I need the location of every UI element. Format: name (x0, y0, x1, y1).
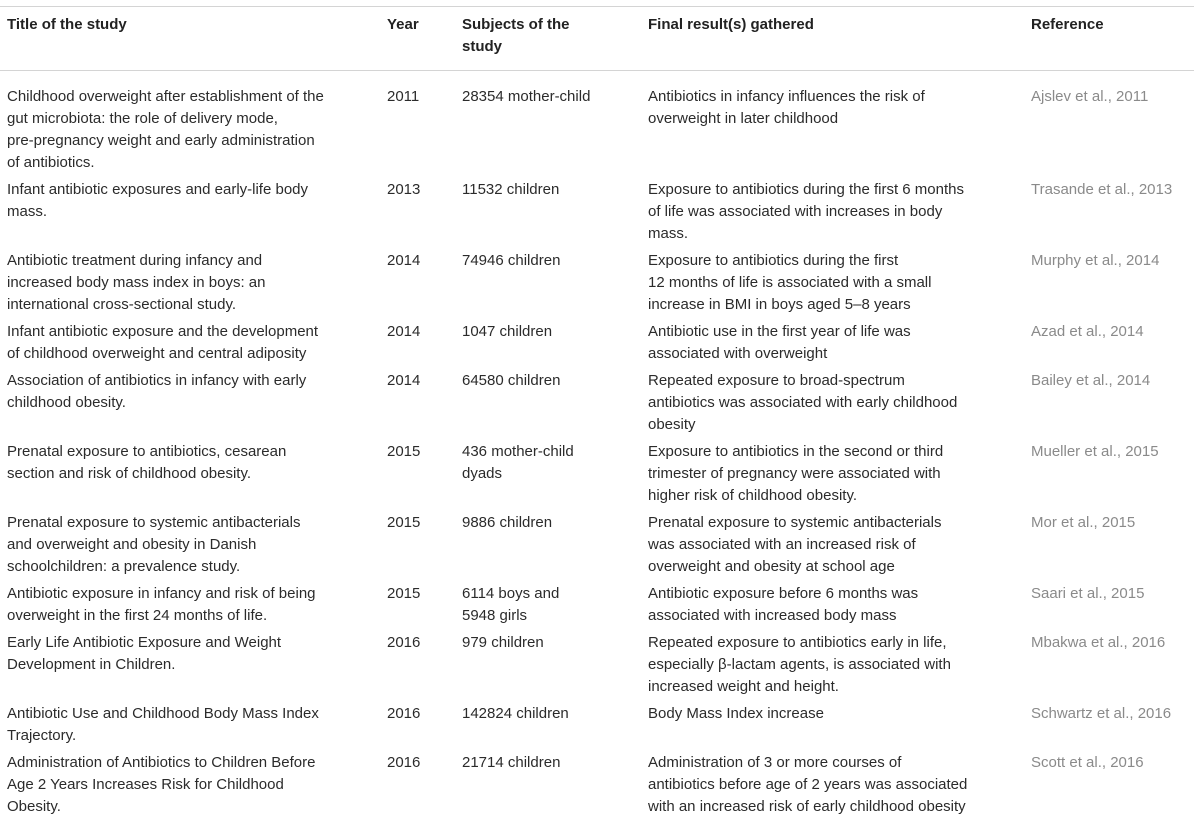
study-result (648, 179, 1031, 250)
study-subjects-line: 142824 children (462, 703, 628, 725)
study-result-line: Repeated exposure to antibiotics early in life, (648, 632, 1017, 654)
study-reference: Mueller et al., 2015 (1031, 441, 1194, 512)
study-reference: Bailey et al., 2014 (1031, 370, 1194, 441)
study-title-line: and overweight and obesity in Danish (7, 534, 352, 556)
study-title (0, 321, 380, 370)
study-subjects (462, 512, 648, 583)
study-result-line: Administration of 3 or more courses of (648, 752, 1017, 774)
header-reference: Reference (1031, 7, 1194, 71)
study-result-line: Prenatal exposure to systemic antibacterials (648, 512, 1017, 534)
study-subjects (462, 71, 648, 180)
study-result (648, 71, 1031, 180)
table-row (0, 370, 1194, 441)
study-year: 2015 (380, 583, 462, 632)
study-result-line: with an increased risk of early childhood obesity (648, 796, 1017, 818)
table-body (0, 71, 1194, 823)
study-subjects (462, 752, 648, 823)
study-title-line: Infant antibiotic exposure and the development (7, 321, 352, 343)
study-result-line: Antibiotic exposure before 6 months was (648, 583, 1017, 605)
study-subjects-line: 64580 children (462, 370, 628, 392)
table-row (0, 321, 1194, 370)
study-result-line: increased weight and height. (648, 676, 1017, 698)
study-subjects-line: dyads (462, 463, 628, 485)
study-reference: Schwartz et al., 2016 (1031, 703, 1194, 752)
study-title-line: Prenatal exposure to antibiotics, cesarean (7, 441, 352, 463)
study-subjects (462, 632, 648, 703)
header-subjects-line: Subjects of the (462, 14, 628, 36)
study-title-line: Administration of Antibiotics to Children Before (7, 752, 352, 774)
study-title (0, 583, 380, 632)
study-reference: Mbakwa et al., 2016 (1031, 632, 1194, 703)
study-title (0, 703, 380, 752)
study-subjects-line: 5948 girls (462, 605, 628, 627)
study-subjects (462, 441, 648, 512)
study-title (0, 250, 380, 321)
study-title (0, 632, 380, 703)
study-result (648, 632, 1031, 703)
table-row (0, 703, 1194, 752)
study-subjects-line: 28354 mother-child (462, 86, 628, 108)
study-reference: Scott et al., 2016 (1031, 752, 1194, 823)
table-row (0, 512, 1194, 583)
table-row (0, 250, 1194, 321)
study-subjects (462, 250, 648, 321)
study-result-line: obesity (648, 414, 1017, 436)
table-row (0, 441, 1194, 512)
study-title-line: overweight in the first 24 months of life. (7, 605, 352, 627)
study-result (648, 703, 1031, 752)
study-subjects-line: 1047 children (462, 321, 628, 343)
table-row (0, 71, 1194, 180)
study-reference: Ajslev et al., 2011 (1031, 71, 1194, 180)
study-reference: Azad et al., 2014 (1031, 321, 1194, 370)
study-title-line: of antibiotics. (7, 152, 352, 174)
study-title-line: Early Life Antibiotic Exposure and Weight (7, 632, 352, 654)
study-subjects (462, 583, 648, 632)
study-subjects (462, 179, 648, 250)
study-year: 2016 (380, 632, 462, 703)
study-result-line: especially β-lactam agents, is associated with (648, 654, 1017, 676)
study-subjects (462, 321, 648, 370)
study-result-line: Exposure to antibiotics in the second or third (648, 441, 1017, 463)
study-result-line: Body Mass Index increase (648, 703, 1017, 725)
study-subjects (462, 703, 648, 752)
table-row (0, 752, 1194, 823)
study-title-line: Age 2 Years Increases Risk for Childhood (7, 774, 352, 796)
study-result-line: of life was associated with increases in body (648, 201, 1017, 223)
study-result (648, 250, 1031, 321)
table-header (0, 7, 1194, 71)
header-results: Final result(s) gathered (648, 7, 1031, 71)
study-reference: Murphy et al., 2014 (1031, 250, 1194, 321)
header-title: Title of the study (0, 7, 380, 71)
study-title-line: Association of antibiotics in infancy with early (7, 370, 352, 392)
table-row (0, 179, 1194, 250)
study-result-line: antibiotics was associated with early childhood (648, 392, 1017, 414)
study-title-line: Childhood overweight after establishment of the (7, 86, 352, 108)
study-subjects-line: 436 mother-child (462, 441, 628, 463)
study-result (648, 512, 1031, 583)
study-year: 2013 (380, 179, 462, 250)
study-result (648, 370, 1031, 441)
study-title-line: Obesity. (7, 796, 352, 818)
study-result-line: higher risk of childhood obesity. (648, 485, 1017, 507)
study-title-line: Prenatal exposure to systemic antibacterials (7, 512, 352, 534)
header-subjects-line: study (462, 36, 628, 58)
study-title (0, 179, 380, 250)
study-title (0, 512, 380, 583)
study-result-line: Antibiotics in infancy influences the risk of (648, 86, 1017, 108)
study-subjects-line: 9886 children (462, 512, 628, 534)
study-subjects-line: 6114 boys and (462, 583, 628, 605)
study-result-line: Exposure to antibiotics during the first (648, 250, 1017, 272)
study-result-line: 12 months of life is associated with a small (648, 272, 1017, 294)
study-reference: Mor et al., 2015 (1031, 512, 1194, 583)
study-result (648, 441, 1031, 512)
study-reference: Trasande et al., 2013 (1031, 179, 1194, 250)
study-title-line: Antibiotic treatment during infancy and (7, 250, 352, 272)
table-row (0, 632, 1194, 703)
study-year: 2014 (380, 250, 462, 321)
study-subjects-line: 979 children (462, 632, 628, 654)
study-result-line: Repeated exposure to broad-spectrum (648, 370, 1017, 392)
study-subjects (462, 370, 648, 441)
study-title (0, 71, 380, 180)
study-year: 2016 (380, 703, 462, 752)
study-title-line: pre-pregnancy weight and early administration (7, 130, 352, 152)
study-result-line: Antibiotic use in the first year of life was (648, 321, 1017, 343)
study-year: 2015 (380, 512, 462, 583)
study-subjects-line: 11532 children (462, 179, 628, 201)
study-title-line: gut microbiota: the role of delivery mode, (7, 108, 352, 130)
header-row (0, 7, 1194, 71)
study-title (0, 370, 380, 441)
study-result (648, 583, 1031, 632)
study-subjects-line: 74946 children (462, 250, 628, 272)
studies-table (0, 6, 1194, 823)
study-title-line: Development in Children. (7, 654, 352, 676)
study-title (0, 752, 380, 823)
study-result (648, 321, 1031, 370)
study-title-line: Trajectory. (7, 725, 352, 747)
header-year: Year (380, 7, 462, 71)
study-year: 2015 (380, 441, 462, 512)
study-title-line: Infant antibiotic exposures and early-life body (7, 179, 352, 201)
study-title-line: increased body mass index in boys: an (7, 272, 352, 294)
study-subjects-line: 21714 children (462, 752, 628, 774)
study-reference: Saari et al., 2015 (1031, 583, 1194, 632)
study-result-line: mass. (648, 223, 1017, 245)
header-subjects (462, 7, 648, 71)
study-title-line: Antibiotic Use and Childhood Body Mass Index (7, 703, 352, 725)
study-title-line: mass. (7, 201, 352, 223)
study-year: 2016 (380, 752, 462, 823)
study-result-line: overweight in later childhood (648, 108, 1017, 130)
study-result-line: trimester of pregnancy were associated with (648, 463, 1017, 485)
study-year: 2014 (380, 321, 462, 370)
study-result-line: associated with overweight (648, 343, 1017, 365)
study-result-line: increase in BMI in boys aged 5–8 years (648, 294, 1017, 316)
study-result-line: associated with increased body mass (648, 605, 1017, 627)
study-title-line: section and risk of childhood obesity. (7, 463, 352, 485)
study-title (0, 441, 380, 512)
study-result (648, 752, 1031, 823)
study-title-line: of childhood overweight and central adiposity (7, 343, 352, 365)
study-title-line: international cross-sectional study. (7, 294, 352, 316)
study-result-line: overweight and obesity at school age (648, 556, 1017, 578)
study-title-line: childhood obesity. (7, 392, 352, 414)
study-result-line: antibiotics before age of 2 years was associated (648, 774, 1017, 796)
study-year: 2011 (380, 71, 462, 180)
study-year: 2014 (380, 370, 462, 441)
study-result-line: Exposure to antibiotics during the first 6 months (648, 179, 1017, 201)
study-result-line: was associated with an increased risk of (648, 534, 1017, 556)
study-title-line: schoolchildren: a prevalence study. (7, 556, 352, 578)
study-title-line: Antibiotic exposure in infancy and risk of being (7, 583, 352, 605)
table-row (0, 583, 1194, 632)
